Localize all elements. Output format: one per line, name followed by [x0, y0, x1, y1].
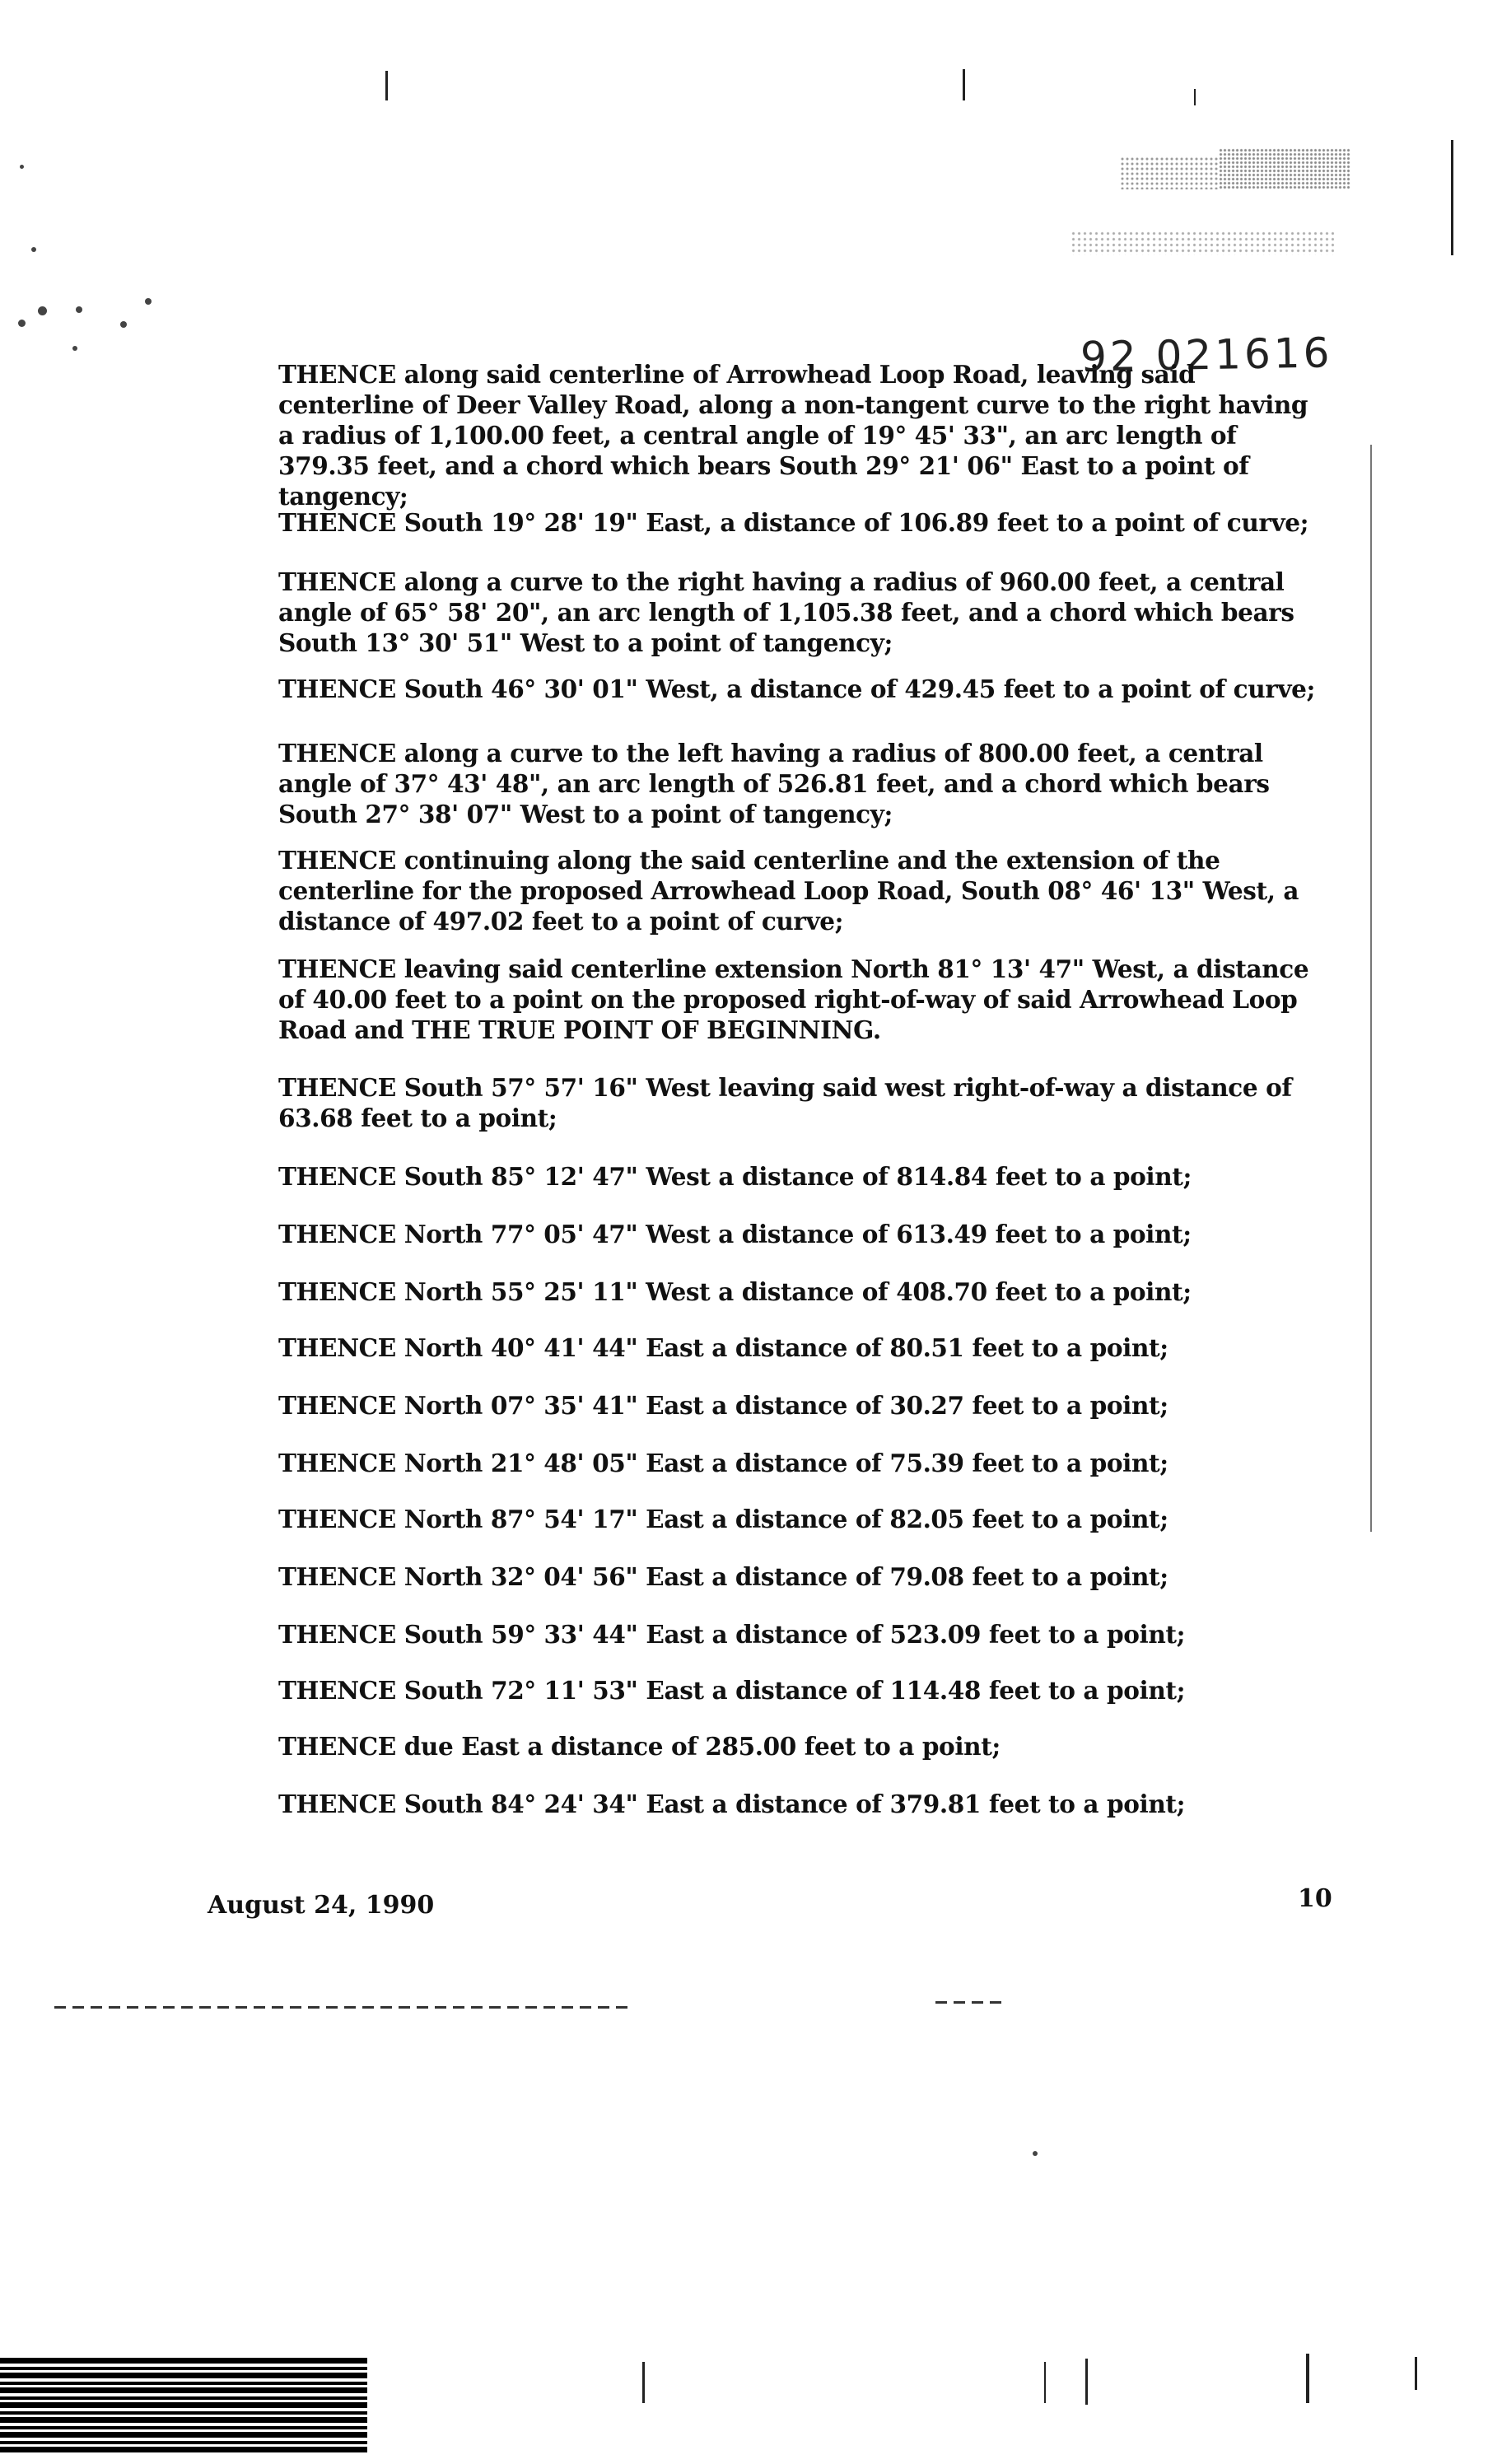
scan-speck	[38, 306, 47, 315]
scan-speck	[1120, 156, 1219, 189]
scan-mark	[1306, 2354, 1309, 2403]
legal-description-paragraph: THENCE South 57° 57' 16" West leaving said west right-of-way a distance of 63.68 feet to a point;	[278, 1073, 1292, 1132]
scan-mark	[1370, 445, 1372, 1532]
legal-description-paragraph: THENCE South 59° 33' 44" East a distance of 523.09 feet to a point;	[278, 1620, 1186, 1649]
scan-speck	[72, 346, 77, 351]
legal-description-paragraph: THENCE South 19° 28' 19" East, a distance of 106.89 feet to a point of curve;	[278, 508, 1309, 537]
legal-description-paragraph: THENCE along a curve to the left having a radius of 800.00 feet, a central angle of 37° 43' 48", an arc length of 526.81 feet, and a chord which bears South 27° 38' 07" West to a point of tangency;	[278, 739, 1270, 828]
scan-mark	[1451, 140, 1453, 255]
scan-dash-line	[935, 2001, 1001, 2004]
scan-speck	[76, 306, 82, 313]
scan-speck	[31, 247, 36, 252]
scan-mark	[1044, 2362, 1046, 2403]
scan-speck	[145, 298, 152, 305]
legal-description-paragraph: THENCE North 40° 41' 44" East a distance of 80.51 feet to a point;	[278, 1333, 1168, 1362]
scan-mark	[1085, 2359, 1088, 2405]
legal-description-paragraph: THENCE continuing along the said centerline and the extension of the centerline for the proposed Arrowhead Loop Road, South 08° 46' 13" West, a distance of 497.02 feet to a point of curve;	[278, 846, 1299, 936]
scan-speck	[120, 321, 127, 328]
scan-speck	[1071, 231, 1334, 255]
legal-description-paragraph: THENCE North 55° 25' 11" West a distance of 408.70 feet to a point;	[278, 1277, 1192, 1306]
scan-speck	[20, 165, 24, 169]
legal-description-paragraph: THENCE North 77° 05' 47" West a distance of 613.49 feet to a point;	[278, 1220, 1192, 1248]
page-number: 10	[1298, 1884, 1332, 1913]
legal-description-paragraph: THENCE due East a distance of 285.00 feet to a point;	[278, 1732, 1001, 1761]
document-date: August 24, 1990	[208, 1891, 435, 1920]
legal-description-paragraph: THENCE South 85° 12' 47" West a distance of 814.84 feet to a point;	[278, 1162, 1192, 1191]
scan-dash-line	[54, 2006, 631, 2009]
recording-stamp-number: 92 021616	[1080, 329, 1333, 381]
legal-description-paragraph: THENCE North 87° 54' 17" East a distance of 82.05 feet to a point;	[278, 1505, 1168, 1533]
scan-speck	[1219, 148, 1350, 189]
legal-description-paragraph: THENCE leaving said centerline extension North 81° 13' 47" West, a distance of 40.00 feet to a point on the proposed right-of-way of said Arrowhead Loop Road and THE TRUE POINT OF BEGINNING.	[278, 954, 1309, 1044]
scan-speck	[1033, 2151, 1038, 2156]
legal-description-paragraph: THENCE South 84° 24' 34" East a distance of 379.81 feet to a point;	[278, 1790, 1186, 1818]
legal-description-paragraph: THENCE South 46° 30' 01" West, a distance of 429.45 feet to a point of curve;	[278, 674, 1316, 703]
scan-mark	[1194, 89, 1196, 105]
legal-description-paragraph: THENCE North 32° 04' 56" East a distance of 79.08 feet to a point;	[278, 1562, 1168, 1591]
scan-speck	[18, 320, 26, 327]
scan-mark	[963, 69, 965, 100]
legal-description-paragraph: THENCE North 21° 48' 05" East a distance of 75.39 feet to a point;	[278, 1449, 1168, 1477]
legal-description-paragraph: THENCE along a curve to the right having a radius of 960.00 feet, a central angle of 65° 58' 20", an arc length of 1,105.38 feet, and a chord which bears South 13° 30' 51" West to a point of tangency;	[278, 567, 1294, 657]
scan-mark	[385, 71, 388, 100]
legal-description-paragraph: THENCE South 72° 11' 53" East a distance of 114.48 feet to a point;	[278, 1676, 1186, 1705]
scan-barcode-strip	[0, 2355, 367, 2452]
legal-description-paragraph: THENCE along said centerline of Arrowhead Loop Road, leaving said centerline of Deer Valley Road, along a non-tangent curve to the right having a radius of 1,100.00 feet, a central angle of 19° 45' 33", an arc length of 379.35 feet, and a chord which bears South 29° 21' 06" East to a point of tangency;	[278, 360, 1308, 511]
legal-description-paragraph: THENCE North 07° 35' 41" East a distance of 30.27 feet to a point;	[278, 1391, 1168, 1420]
scan-mark	[642, 2362, 645, 2403]
scan-mark	[1415, 2357, 1417, 2390]
